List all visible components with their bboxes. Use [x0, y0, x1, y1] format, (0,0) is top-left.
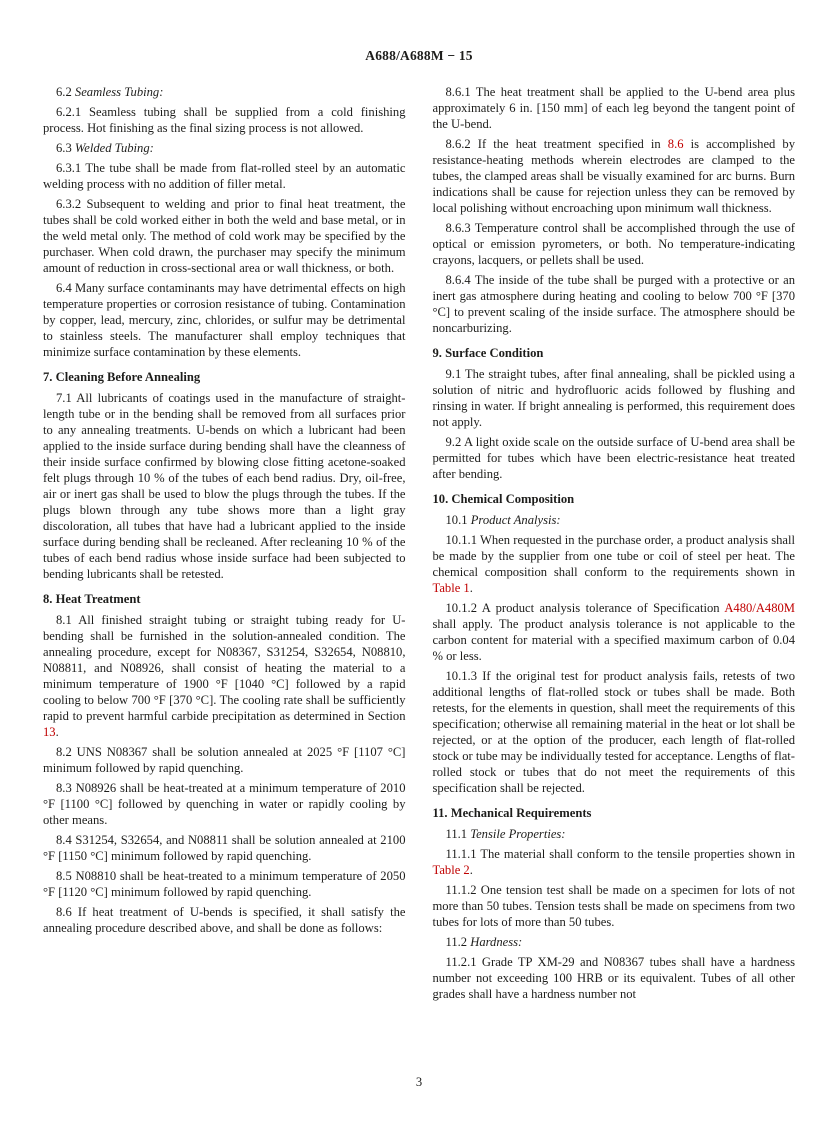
- text-run: 8.6.4 The inside of the tube shall be purged with a protective or an inert gas atmosphere during heating and cooling to below 700 °F [370 °C] to prevent scaling of the inside surface. The atmosphere should be noncarburizing.: [432, 273, 795, 335]
- paragraph: [433, 826, 796, 842]
- text-run: 11.2: [445, 935, 471, 949]
- paragraph: [43, 390, 406, 582]
- text-run: 10.1: [445, 513, 471, 527]
- paragraph: [43, 832, 406, 864]
- paragraph: [433, 668, 796, 796]
- cross-reference-link[interactable]: Table 2: [432, 863, 470, 877]
- paragraph: [433, 882, 796, 930]
- section-heading: [433, 491, 796, 507]
- text-run: 11.1.1 The material shall conform to the tensile properties shown in: [445, 847, 795, 861]
- section-heading: [433, 345, 796, 361]
- cross-reference-link[interactable]: 8.6: [667, 137, 684, 151]
- text-run: 9.1 The straight tubes, after final annealing, shall be pickled using a solution of nitric and hydrofluoric acids followed by flushing and rinsing in water. If bright annealing is performed, this requirement does not apply.: [432, 367, 795, 429]
- cross-reference-link[interactable]: A480/A480M: [724, 601, 795, 615]
- text-run: 9.2 A light oxide scale on the outside surface of U-bend area shall be permitted for tubes which have been electric-resistance heat treated after bending.: [432, 435, 795, 481]
- right-column: [433, 84, 796, 1006]
- text-run: 6.3.2 Subsequent to welding and prior to final heat treatment, the tubes shall be cold worked either in both the weld and base metal, or in the weld metal only. The method of cold work may be specified by the purchaser. When cold drawn, the purchaser may specify the minimum amount of reduction in cross-sectional area or wall thickness, or both.: [43, 197, 406, 275]
- paragraph: [433, 366, 796, 430]
- paragraph: [43, 84, 406, 100]
- text-run: .: [469, 863, 473, 877]
- paragraph: [433, 600, 796, 664]
- text-run: 8.6 If heat treatment of U-bends is specified, it shall satisfy the annealing procedure described above, and shall be done as follows:: [43, 905, 406, 935]
- text-run: 11.1: [445, 827, 471, 841]
- text-run: is accomplished by resistance-heating methods wherein electrodes are clamped to the tubes, the clamped areas shall be visually examined for arc burns. Burn indications shall be cause for rejection unless they can be removed by local polishing without encroaching upon minimum wall thickness.: [432, 137, 795, 215]
- text-run: 7.1 All lubricants of coatings used in the manufacture of straight-length tube or in the bending shall be removed from all surfaces prior to any annealing treatments. U-bends on which a lubricant had been applied to the inside surface during bending shall have the cleanness of their inside surface confirmed by blowing close fitting acetone-soaked felt plugs through 10 % of the tubes of each bend radius. Dry, oil-free, air or inert gas shall be used to blow the plugs through the tubes. If the plugs blown through any tube shows more than a light gray discoloration, all tubes that have had a lubricant applied to the inside surface during bending shall be recleaned. After recleaning 10 % of the tubes of each bend radius whose inside surface had been subjected to bending lubricants shall be retested.: [43, 391, 406, 581]
- cross-reference-link[interactable]: 13: [43, 725, 56, 739]
- text-run: 6.4 Many surface contaminants may have detrimental effects on high temperature properties or corrosion resistance of tubing. Contamination by copper, lead, mercury, zinc, chlorides, or sulfur may be detrimental to stainless steels. The manufacturer shall employ techniques that minimize surface contamination by these elements.: [43, 281, 406, 359]
- paragraph: [433, 220, 796, 268]
- text-run: Tensile Properties:: [470, 827, 566, 841]
- text-run: 8.2 UNS N08367 shall be solution annealed at 2025 °F [1107 °C] minimum followed by rapid quenching.: [43, 745, 406, 775]
- text-run: Hardness:: [470, 935, 523, 949]
- text-run: .: [55, 725, 59, 739]
- text-run: 6.3: [56, 141, 75, 155]
- paragraph: [433, 532, 796, 596]
- paragraph: [43, 160, 406, 192]
- paragraph: [433, 272, 796, 336]
- text-run: 10. Chemical Composition: [432, 492, 575, 506]
- text-run: 6.3.1 The tube shall be made from flat-rolled steel by an automatic welding process with no addition of filler metal.: [43, 161, 406, 191]
- paragraph: [43, 104, 406, 136]
- paragraph: [43, 140, 406, 156]
- paragraph: [433, 954, 796, 1002]
- text-run: 6.2: [56, 85, 75, 99]
- paragraph: [43, 744, 406, 776]
- section-heading: [433, 805, 796, 821]
- text-run: 10.1.2 A product analysis tolerance of Specification: [445, 601, 725, 615]
- text-run: 8.5 N08810 shall be heat-treated to a minimum temperature of 2050 °F [1120 °C] minimum followed by rapid quenching.: [43, 869, 406, 899]
- text-run: 8.6.2 If the heat treatment specified in: [445, 137, 668, 151]
- text-run: 8.3 N08926 shall be heat-treated at a minimum temperature of 2010 °F [1100 °C] followed by quenching in water or rapidly cooling by other means.: [43, 781, 406, 827]
- section-heading: [43, 369, 406, 385]
- text-run: Welded Tubing:: [74, 141, 154, 155]
- paragraph: [43, 196, 406, 276]
- paragraph: [433, 136, 796, 216]
- left-column: [43, 84, 406, 1006]
- text-run: 8.6.3 Temperature control shall be accomplished through the use of optical or emission pyrometers, or both. No temperature-indicating crayons, lacquers, or pellets shall be used.: [432, 221, 795, 267]
- page-number: 3: [415, 1075, 423, 1089]
- text-run: Seamless Tubing:: [74, 85, 164, 99]
- paragraph: [433, 434, 796, 482]
- paragraph: [43, 904, 406, 936]
- paragraph: [43, 868, 406, 900]
- text-run: 11.1.2 One tension test shall be made on a specimen for lots of not more than 50 tubes. Tension tests shall be made on specimens from two tubes for lots of more than 50 tubes.: [432, 883, 795, 929]
- text-run: Product Analysis:: [470, 513, 561, 527]
- text-run: 9. Surface Condition: [432, 346, 544, 360]
- paragraph: [433, 84, 796, 132]
- text-run: 11.2.1 Grade TP XM-29 and N08367 tubes shall have a hardness number not exceeding 100 HRB or its equivalent. Tubes of all other grades shall have a hardness number not: [432, 955, 795, 1001]
- text-run: 8.1 All finished straight tubing or straight tubing ready for U-bending shall be furnished in the solution-annealed condition. The annealing procedure, except for N08367, S31254, S32654, N08810, N08811, and N08926, shall consist of heating the material to a minimum temperature of 1900 °F [1040 °C] followed by a rapid cooling to below 700 °F [370 °C]. The cooling rate shall be sufficiently rapid to prevent harmful carbide precipitation as determined in Section: [43, 613, 406, 723]
- text-columns: [0, 64, 838, 1006]
- paragraph: [43, 280, 406, 360]
- text-run: 11. Mechanical Requirements: [432, 806, 592, 820]
- paragraph: [43, 780, 406, 828]
- text-run: 8.4 S31254, S32654, and N08811 shall be solution annealed at 2100 °F [1150 °C] minimum followed by rapid quenching.: [43, 833, 406, 863]
- page-header-designation: A688/A688M − 15: [365, 48, 473, 63]
- cross-reference-link[interactable]: Table 1: [432, 581, 470, 595]
- text-run: 8.6.1 The heat treatment shall be applied to the U-bend area plus approximately 6 in. [150 mm] of each leg beyond the tangent point of the U-bend.: [432, 85, 795, 131]
- paragraph: [43, 612, 406, 740]
- text-run: 8. Heat Treatment: [43, 592, 141, 606]
- text-run: shall apply. The product analysis tolerance is not applicable to the carbon content for material with a specified maximum carbon of 0.04 % or less.: [432, 617, 795, 663]
- paragraph: [433, 846, 796, 878]
- text-run: 10.1.3 If the original test for product analysis fails, retests of two additional lengths of flat-rolled stock or tubes shall be made. Both retests, for the elements in question, shall meet the requirements of this specification; otherwise all remaining material in the heat or lot shall be rejected, or at the option of the producer, each length of flat-rolled stock or tube may be individually tested for acceptance. Lengths of flat-rolled stock or tubes that do not meet the requirements of this specification shall be rejected.: [432, 669, 795, 795]
- text-run: .: [469, 581, 473, 595]
- paragraph: [433, 512, 796, 528]
- paragraph: [433, 934, 796, 950]
- text-run: 7. Cleaning Before Annealing: [43, 370, 201, 384]
- text-run: 6.2.1 Seamless tubing shall be supplied from a cold finishing process. Hot finishing as the final sizing process is not allowed.: [43, 105, 406, 135]
- text-run: 10.1.1 When requested in the purchase order, a product analysis shall be made by the supplier from one tube or coil of steel per heat. The chemical composition shall conform to the requirements shown in: [432, 533, 795, 579]
- section-heading: [43, 591, 406, 607]
